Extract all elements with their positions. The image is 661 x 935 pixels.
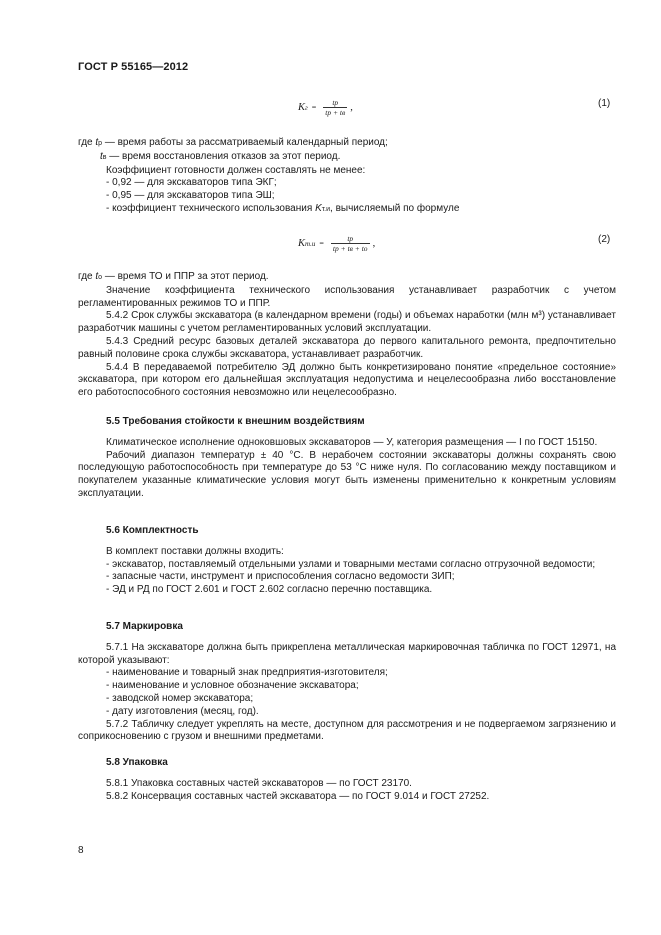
section-5-6-intro: В комплект поставки должны входить: [106, 545, 284, 557]
formula-1-numerator: tp [332, 98, 339, 107]
clause-5-8-1: 5.8.1 Упаковка составных частей экскаваторов — по ГОСТ 23170. [106, 777, 412, 789]
section-5-7 [78, 621, 616, 744]
formula-2-tail: , [372, 238, 376, 249]
formula-2-fraction [331, 234, 370, 253]
clause-5-4-4: 5.4.4 В передаваемой потребителю ЭД должно быть конкретизировано понятие «предельное состояние» экскаватора, при котором его дальнейшая эксплуатация недопустима и нецелесообразна либо восстановление его работоспособного состояния невозможно или нецелесообразно. [78, 361, 616, 399]
readiness-item-ekg: - 0,92 — для экскаваторов типа ЭКГ; [106, 177, 277, 189]
section-5-8-title: 5.8 Упаковка [106, 757, 168, 768]
where-block-1 [78, 137, 616, 217]
where-to-line: где tо — время ТО и ППР за этот период. [78, 271, 269, 282]
formula-1-number: (1) [598, 98, 611, 109]
formula-1-fraction [323, 98, 347, 117]
formula-1-lhs: K [298, 102, 306, 113]
formula-2 [298, 234, 375, 253]
section-5-7-item-2: - наименование и условное обозначение экскаватора; [106, 680, 359, 692]
section-5-8 [78, 757, 616, 803]
formula-2-denominator: tp + tв + to [332, 244, 368, 253]
section-5-7-item-4: - дату изготовления (месяц, год). [106, 705, 259, 717]
section-5-6-item-2: - запасные части, инструмент и приспособления согласно ведомости ЗИП; [106, 571, 455, 583]
section-5-5-p2: Рабочий диапазон температур ± 40 °С. В нерабочем состоянии экскаваторы должны сохранять свою последующую работоспособность при температуре до 53 °С ниже нуля. По согласованию между поставщиком и покупателем указанные климатические условия могут быть изменены применительно к конкретным условиям эксплуатации. [78, 449, 616, 499]
where-block-2 [78, 271, 616, 400]
clause-5-7-2: 5.7.2 Табличку следует укреплять на месте, доступном для рассмотрения и не подвергаемом загрязнению и соприкосновению с грузом и внешними предметами. [78, 718, 616, 743]
document-header: ГОСТ Р 55165—2012 [78, 61, 189, 73]
formula-2-lhs: K [298, 238, 306, 249]
section-5-6 [78, 525, 616, 597]
kti-value-paragraph: Значение коэффициента технического использования устанавливает разработчик с учетом регламентированных режимов ТО и ППР. [78, 284, 616, 309]
clause-5-4-3: 5.4.3 Средний ресурс базовых деталей экскаватора до первого капитального ремонта, предпочтительно равный половине срока службы экскаватора, устанавливает разработчик. [78, 335, 616, 360]
readiness-intro: Коэффициент готовности должен составлять не менее: [106, 164, 366, 176]
section-5-6-item-1: - экскаватор, поставляемый отдельными узлами и товарными местами согласно отгрузочной ведомости; [106, 558, 596, 570]
formula-2-eq: = [319, 239, 324, 248]
formula-2-numerator: tp [347, 234, 354, 243]
section-5-6-title: 5.6 Комплектность [106, 525, 199, 536]
section-5-5 [78, 416, 616, 501]
clause-5-7-1: 5.7.1 На экскаваторе должна быть прикреплена металлическая маркировочная табличка по ГОСТ 12971, на которой указывают: [78, 641, 616, 666]
formula-2-lhs-sub: т.и [305, 239, 316, 248]
clause-5-8-2: 5.8.2 Консервация составных частей экскаватора — по ГОСТ 9.014 и ГОСТ 27252. [106, 790, 490, 802]
section-5-5-title: 5.5 Требования стойкости к внешним воздействиям [106, 416, 365, 427]
readiness-item-esh: - 0,95 — для экскаваторов типа ЭШ; [106, 190, 275, 202]
section-5-7-item-1: - наименование и товарный знак предприятия-изготовителя; [106, 667, 388, 679]
section-5-7-item-3: - заводской номер экскаватора; [106, 692, 254, 704]
where-tp-line: где tр — время работы за рассматриваемый календарный период; [78, 137, 388, 148]
section-5-7-title: 5.7 Маркировка [106, 621, 183, 632]
formula-2-number: (2) [598, 234, 611, 245]
section-5-5-p1: Климатическое исполнение одноковшовых экскаваторов — У, категория размещения — I по ГОСТ 15150. [106, 436, 598, 448]
clause-5-4-2: 5.4.2 Срок службы экскаватора (в календарном времени (годы) и объемах наработки (млн м³) устанавливает разработчик машины с учетом регламентированных условий эксплуатации. [78, 310, 616, 335]
page-number: 8 [78, 845, 84, 856]
formula-1-tail: , [350, 102, 353, 113]
formula-1-lhs-sub: г [305, 103, 308, 112]
formula-1-denominator: tp + tв [325, 108, 346, 117]
formula-1 [298, 98, 353, 117]
where-tv-line: tв — время восстановления отказов за этот период. [100, 150, 341, 162]
formula-1-eq: = [311, 103, 317, 112]
readiness-item-kti: - коэффициент технического использования Kт.и, вычисляемый по формуле [106, 202, 460, 214]
section-5-6-item-3: - ЭД и РД по ГОСТ 2.601 и ГОСТ 2.602 согласно перечню поставщика. [106, 584, 433, 596]
